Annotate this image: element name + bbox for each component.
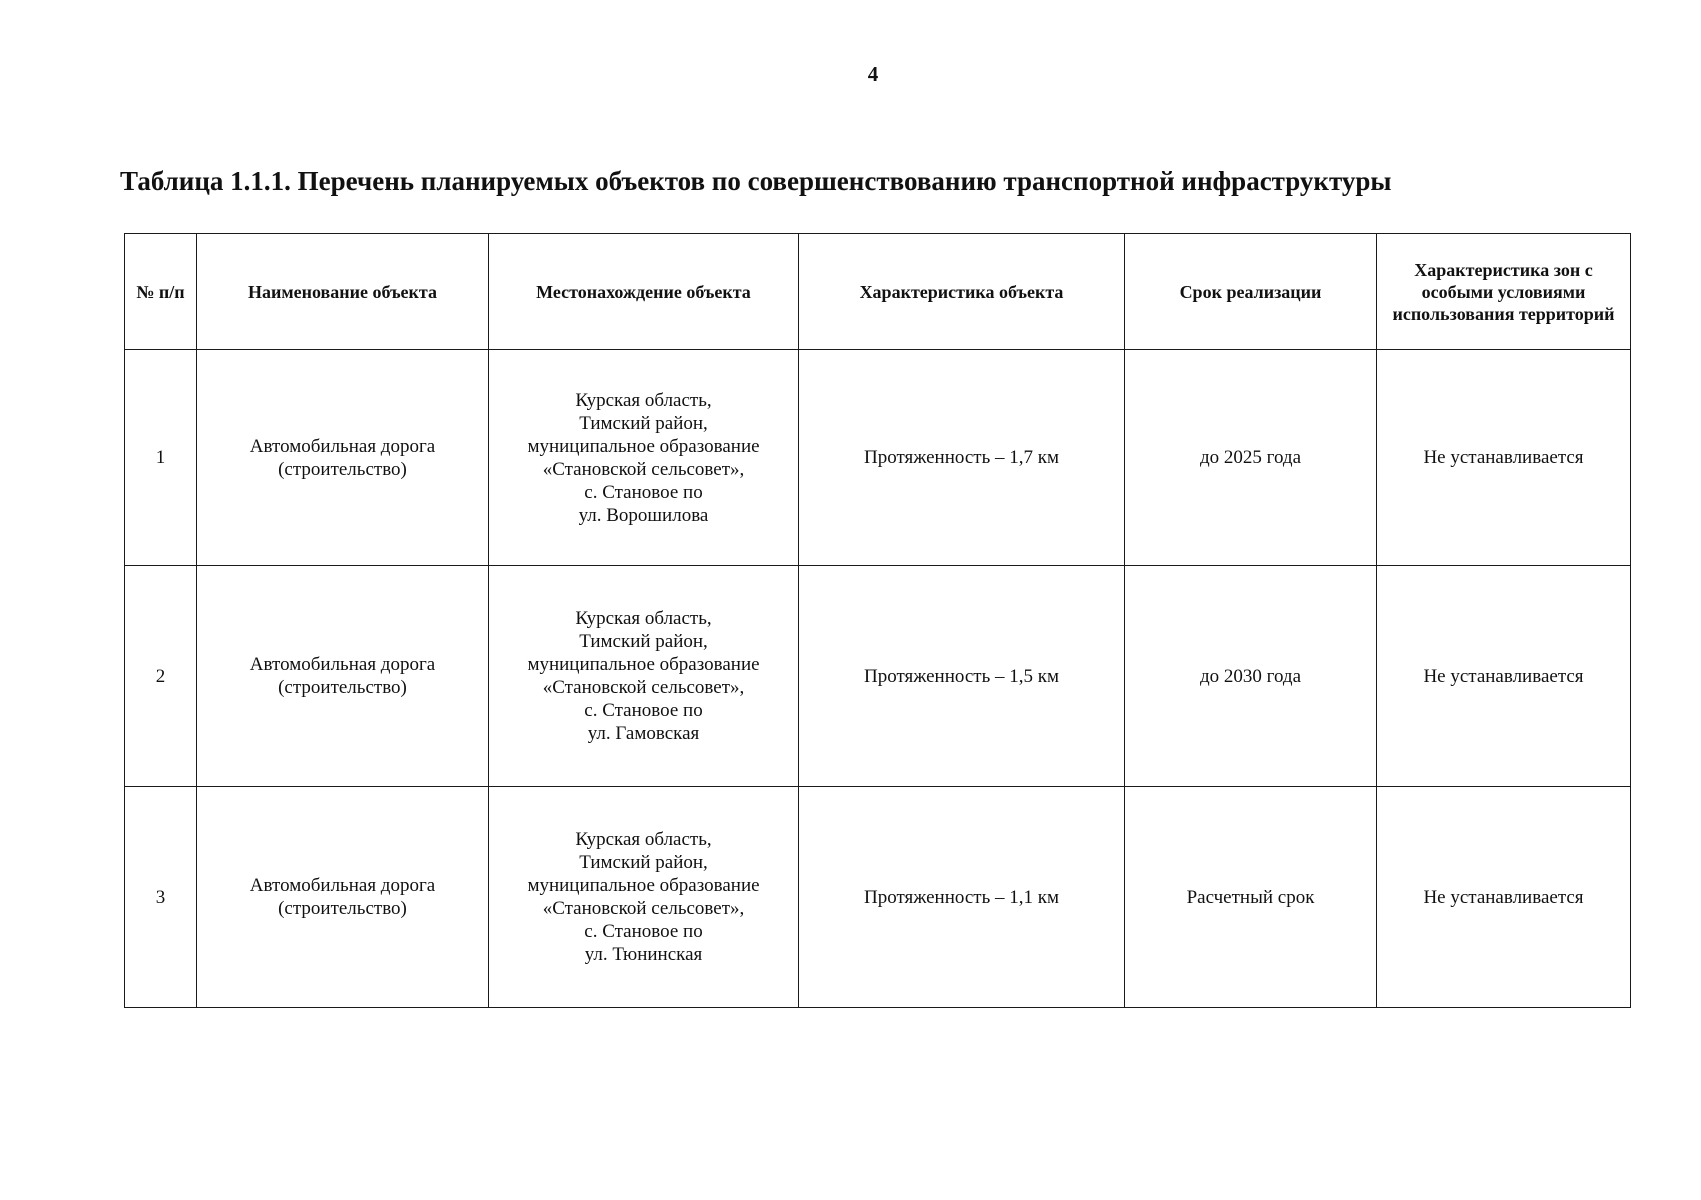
object-name	[197, 787, 489, 1008]
location-line: ул. Ворошилова	[578, 504, 709, 526]
table-header-row	[125, 234, 1631, 350]
object-characteristic: Протяженность – 1,1 км	[799, 787, 1125, 1008]
object-characteristic: Протяженность – 1,7 км	[799, 350, 1125, 566]
object-name-line: Автомобильная дорога	[249, 875, 436, 896]
row-number: 3	[125, 787, 197, 1008]
location-line: с. Становое по	[584, 921, 703, 942]
header-number: № п/п	[125, 234, 197, 350]
page-number: 4	[867, 62, 879, 86]
object-characteristic: Протяженность – 1,5 км	[799, 566, 1125, 787]
location-line: «Становской сельсовет»,	[542, 898, 745, 919]
object-location	[489, 787, 799, 1008]
location-line: Тимский район,	[579, 852, 708, 873]
zone-characteristic: Не устанавливается	[1377, 566, 1631, 787]
object-name-line: (строительство)	[278, 898, 407, 919]
objects-table	[124, 233, 1631, 1008]
object-name-line: Автомобильная дорога	[249, 435, 436, 457]
header-term: Срок реализации	[1125, 234, 1377, 350]
location-line: с. Становое по	[584, 700, 703, 721]
location-line: муниципальное образование	[527, 654, 760, 675]
table-row	[125, 787, 1631, 1008]
object-location	[489, 350, 799, 566]
location-line: ул. Тюнинская	[584, 944, 703, 965]
table-row	[125, 350, 1631, 566]
location-line: муниципальное образование	[527, 435, 760, 457]
object-name-line: (строительство)	[278, 677, 407, 698]
object-name-line: Автомобильная дорога	[249, 654, 436, 675]
header-object-name: Наименование объекта	[197, 234, 489, 350]
location-line: «Становской сельсовет»,	[542, 458, 745, 480]
location-line: Тимский район,	[579, 412, 708, 434]
implementation-term: Расчетный срок	[1125, 787, 1377, 1008]
zone-characteristic: Не устанавливается	[1377, 350, 1631, 566]
zone-characteristic: Не устанавливается	[1377, 787, 1631, 1008]
location-line: Курская область,	[575, 389, 712, 411]
location-line: муниципальное образование	[527, 875, 760, 896]
table-title: Таблица 1.1.1. Перечень планируемых объектов по совершенствованию транспортной инфраструктуры	[120, 166, 1392, 196]
table-row	[125, 566, 1631, 787]
location-line: Тимский район,	[579, 631, 708, 652]
row-number: 2	[125, 566, 197, 787]
header-location: Местонахождение объекта	[489, 234, 799, 350]
location-line: ул. Гамовская	[587, 723, 700, 744]
location-line: Курская область,	[575, 829, 712, 850]
object-location	[489, 566, 799, 787]
header-characteristic: Характеристика объекта	[799, 234, 1125, 350]
location-line: «Становской сельсовет»,	[542, 677, 745, 698]
location-line: Курская область,	[575, 608, 712, 629]
location-line: с. Становое по	[584, 481, 703, 503]
implementation-term: до 2030 года	[1125, 566, 1377, 787]
implementation-term: до 2025 года	[1125, 350, 1377, 566]
row-number: 1	[125, 350, 197, 566]
object-name-line: (строительство)	[278, 458, 407, 480]
header-zones: Характеристика зон с особыми условиями использования территорий	[1377, 234, 1631, 350]
object-name	[197, 350, 489, 566]
object-name	[197, 566, 489, 787]
